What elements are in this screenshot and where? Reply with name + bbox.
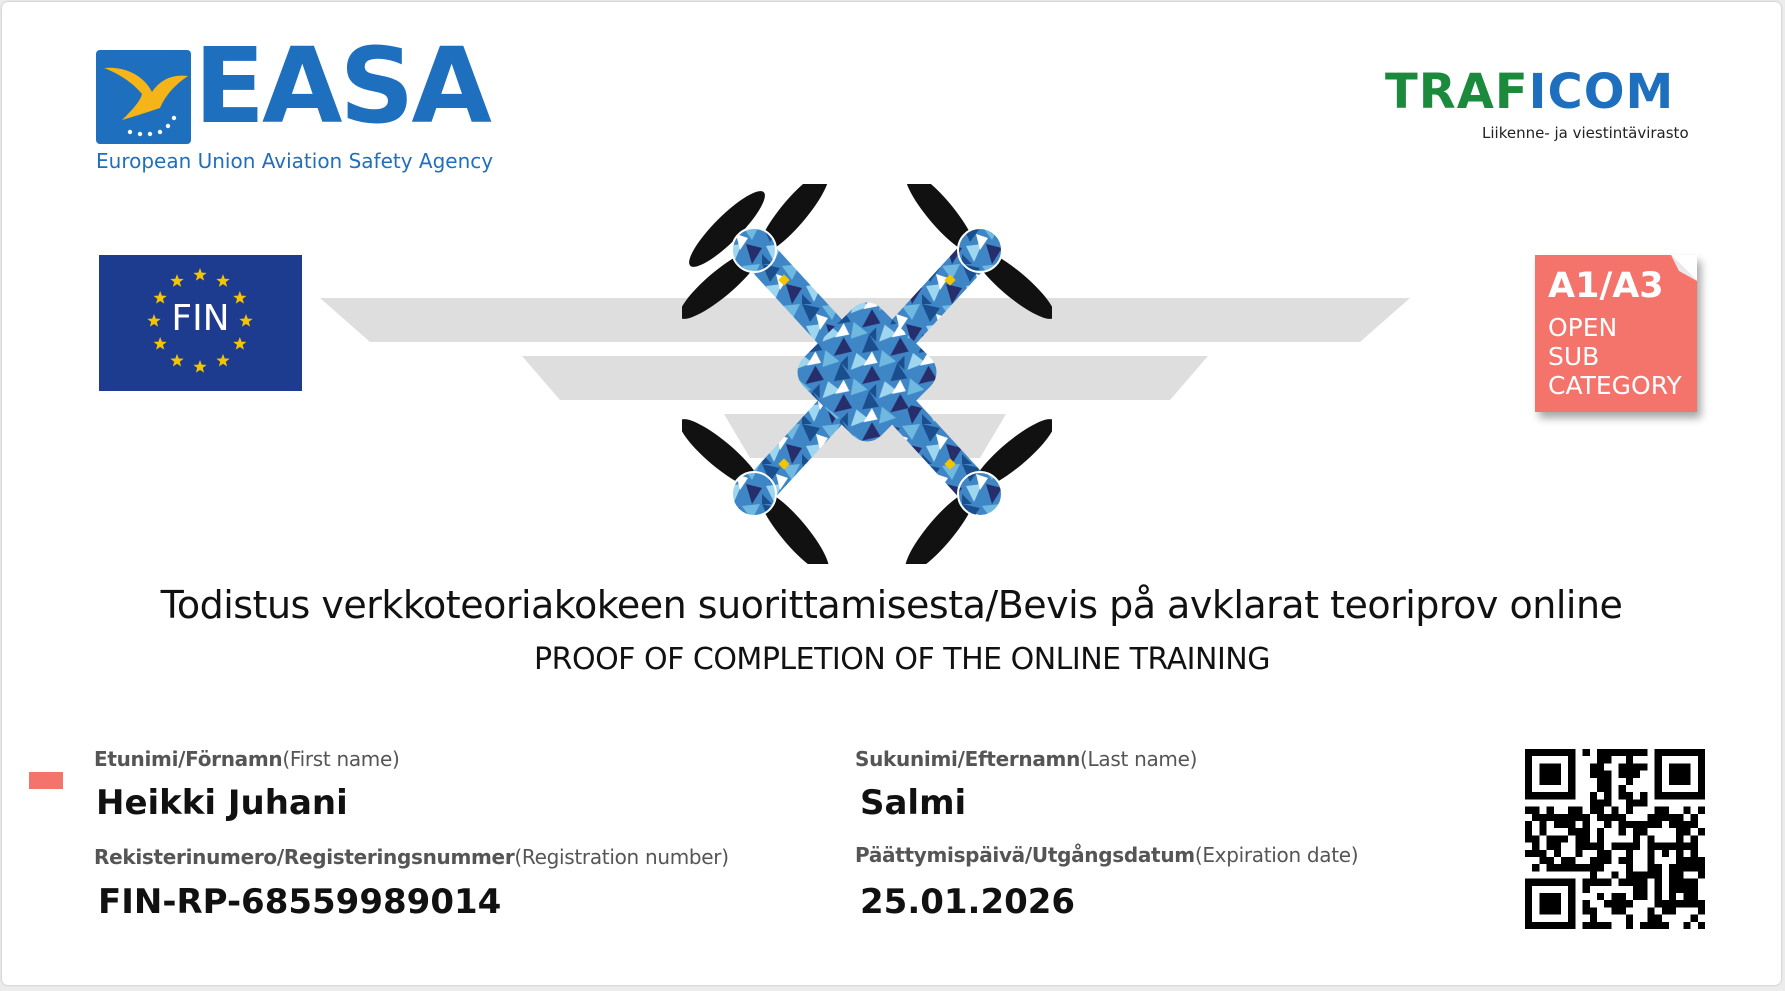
star-icon — [216, 274, 229, 287]
first-name-value: Heikki Juhani — [96, 783, 348, 823]
certificate-title: Todistus verkkoteoriakokeen suorittamisesta/Bevis på avklarat teoriprov online — [160, 583, 1623, 627]
accent-marker — [29, 772, 63, 789]
qr-code-icon — [1525, 749, 1705, 929]
registration-number-value: FIN-RP-68559989014 — [98, 882, 502, 922]
first-name-label: Etunimi/Förnamn(First name) — [94, 747, 400, 771]
registration-number-label: Rekisterinumero/Registeringsnummer(Registration number) — [94, 845, 729, 869]
traficom-logo — [1385, 64, 1705, 148]
badge-category: A1/A3 — [1548, 266, 1664, 306]
badge-line-2: SUB — [1548, 342, 1600, 371]
last-name-value: Salmi — [860, 783, 967, 823]
traficom-wordmark: TRAFICOM — [1385, 64, 1675, 120]
certificate-subtitle: PROOF OF COMPLETION OF THE ONLINE TRAINING — [534, 642, 1270, 677]
drone-icon — [682, 184, 1052, 564]
page-curl-icon — [1671, 255, 1697, 281]
expiration-date-value: 25.01.2026 — [860, 882, 1076, 922]
expiration-date-label: Päättymispäivä/Utgångsdatum(Expiration date) — [855, 843, 1359, 867]
star-icon — [193, 360, 206, 373]
star-icon — [193, 268, 206, 281]
star-icon — [216, 354, 229, 367]
easa-subtitle: European Union Aviation Safety Agency — [96, 149, 494, 173]
star-icon — [233, 337, 246, 350]
star-icon — [170, 354, 183, 367]
category-badge — [1535, 255, 1697, 412]
easa-wordmark: EASA — [194, 25, 489, 147]
easa-bird-emblem-icon — [96, 50, 191, 144]
country-code: FIN — [171, 298, 230, 339]
badge-line-1: OPEN — [1548, 313, 1618, 342]
star-icon — [154, 337, 167, 350]
eu-flag-icon — [99, 255, 302, 391]
star-icon — [170, 274, 183, 287]
easa-logo — [94, 25, 494, 178]
traficom-subtitle: Liikenne- ja viestintävirasto — [1482, 124, 1689, 142]
certificate-card — [2, 2, 1781, 985]
last-name-label: Sukunimi/Efternamn(Last name) — [855, 747, 1198, 771]
badge-line-3: CATEGORY — [1548, 371, 1682, 400]
